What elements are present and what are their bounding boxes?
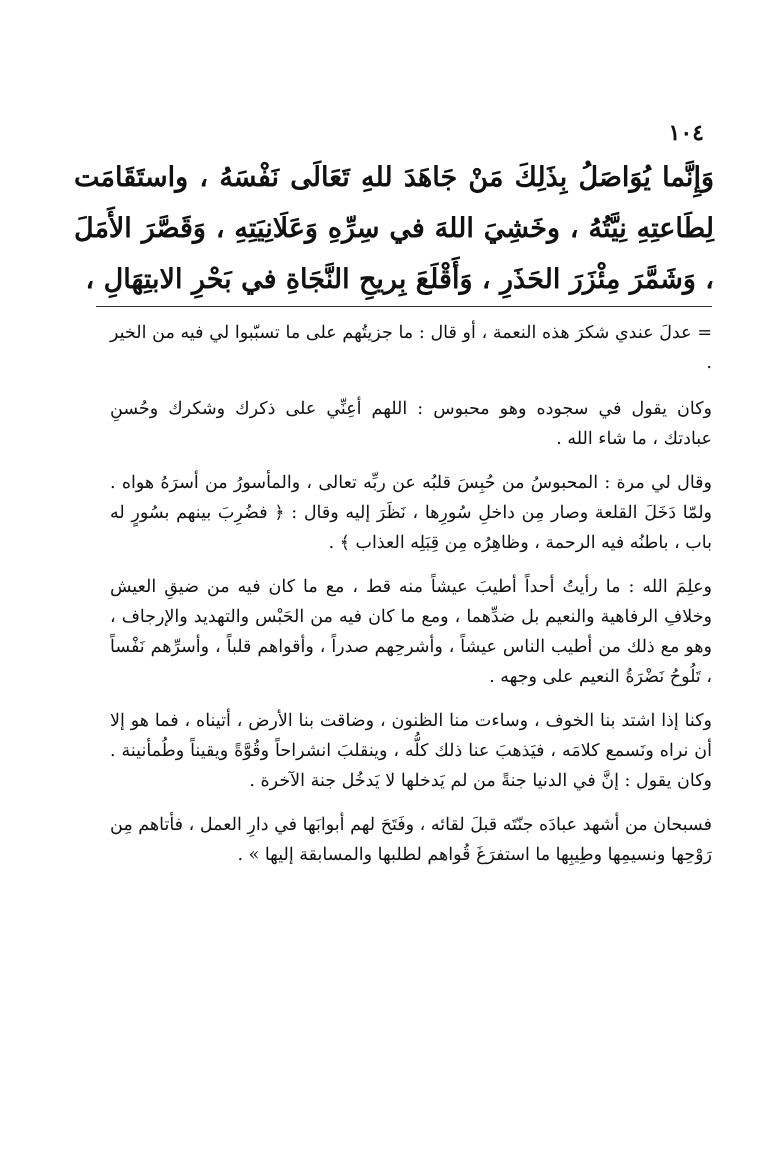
footnotes	[110, 318, 712, 884]
footnote-paragraph: وكان يقول في سجوده وهو محبوس : اللهم أعِنِّي على ذكرك وشكرك وحُسنِ عبادتك ، ما شاء الله .	[110, 399, 712, 449]
footnote-paragraph: فسبحان من أشهد عبادَه جنّتَه قبلَ لقائه ، وفَتَحَ لهم أبوابَها في دارِ العمل ، فأتاهم مِن رَوْحِها ونسيمِها وطِيبِها ما استفرَغَ قُواهم لطلبها والمسابقة إليها » .	[110, 815, 712, 865]
footnote-paragraph: وقال لي مرة : المحبوسُ من حُبِسَ قلبُه عن ربِّه تعالى ، والمأسورُ من أسرَهُ هواه . ولمّا دَخَلَ القلعة وصار مِن داخلِ سُورِها ، نَظَرَ إليه وقال : ﴿ فضُرِبَ بينهم بسُورٍ له باب ، باطنُه فيه الرحمة ، وظاهِرُه مِن قِبَلِه العذاب ﴾ .	[110, 473, 712, 553]
footnote-paragraph: وكنا إذا اشتد بنا الخوف ، وساءت منا الظنون ، وضاقت بنا الأرض ، أتيناه ، فما هو إلا أن نراه ونَسمع كلامَه ، فيَذهبَ عنا ذلك كلُّه ، وينقلبَ انشراحاً وقُوَّةً ويقيناً وطُمأنينة . وكان يقول : إنَّ في الدنيا جنةً من لم يَدخلها لا يَدخُل جنة الآخرة .	[110, 711, 712, 791]
page-number: ١٠٤	[668, 120, 704, 146]
footnote-paragraph: = عدلَ عندي شكرَ هذه النعمة ، أو قال : ما جزيتُهم على ما تسبّبوا لي فيه من الخير .	[110, 323, 712, 373]
main-paragraph: وَإِنَّما يُوَاصَلُ بِذَلِكَ مَنْ جَاهَدَ للهِ تَعَالَى نَفْسَهُ ، واستَقَامَت لِطَاعتِهِ نِيَّتُهُ ، وخَشِيَ اللهَ في سِرِّهِ وَعَلَانِيَتِهِ ، وَقَصَّرَ الأَمَلَ ، وَشَمَّرَ مِئْزَرَ الحَذَرِ ، وَأَقْلَعَ بِريحِ النَّجَاةِ في بَحْرِ الابتِهَالِ ،	[74, 162, 714, 295]
footnote-divider	[96, 306, 712, 307]
footnote-paragraph: وعلِمَ الله : ما رأيتُ أحداً أطيبَ عيشاً منه قط ، مع ما كان فيه من ضيقِ العيش وخلافِ الرفاهية والنعيم بل ضدِّهما ، ومع ما كان فيه من الحَبْس والتهديد والإرجاف ، وهو مع ذلك من أطيب الناس عيشاً ، وأشرحِهم صدراً ، وأقواهم قلباً ، وأسرِّهم نَفْساً ، تَلُوحُ نَضْرَةُ النعيم على وجهه .	[110, 577, 712, 687]
